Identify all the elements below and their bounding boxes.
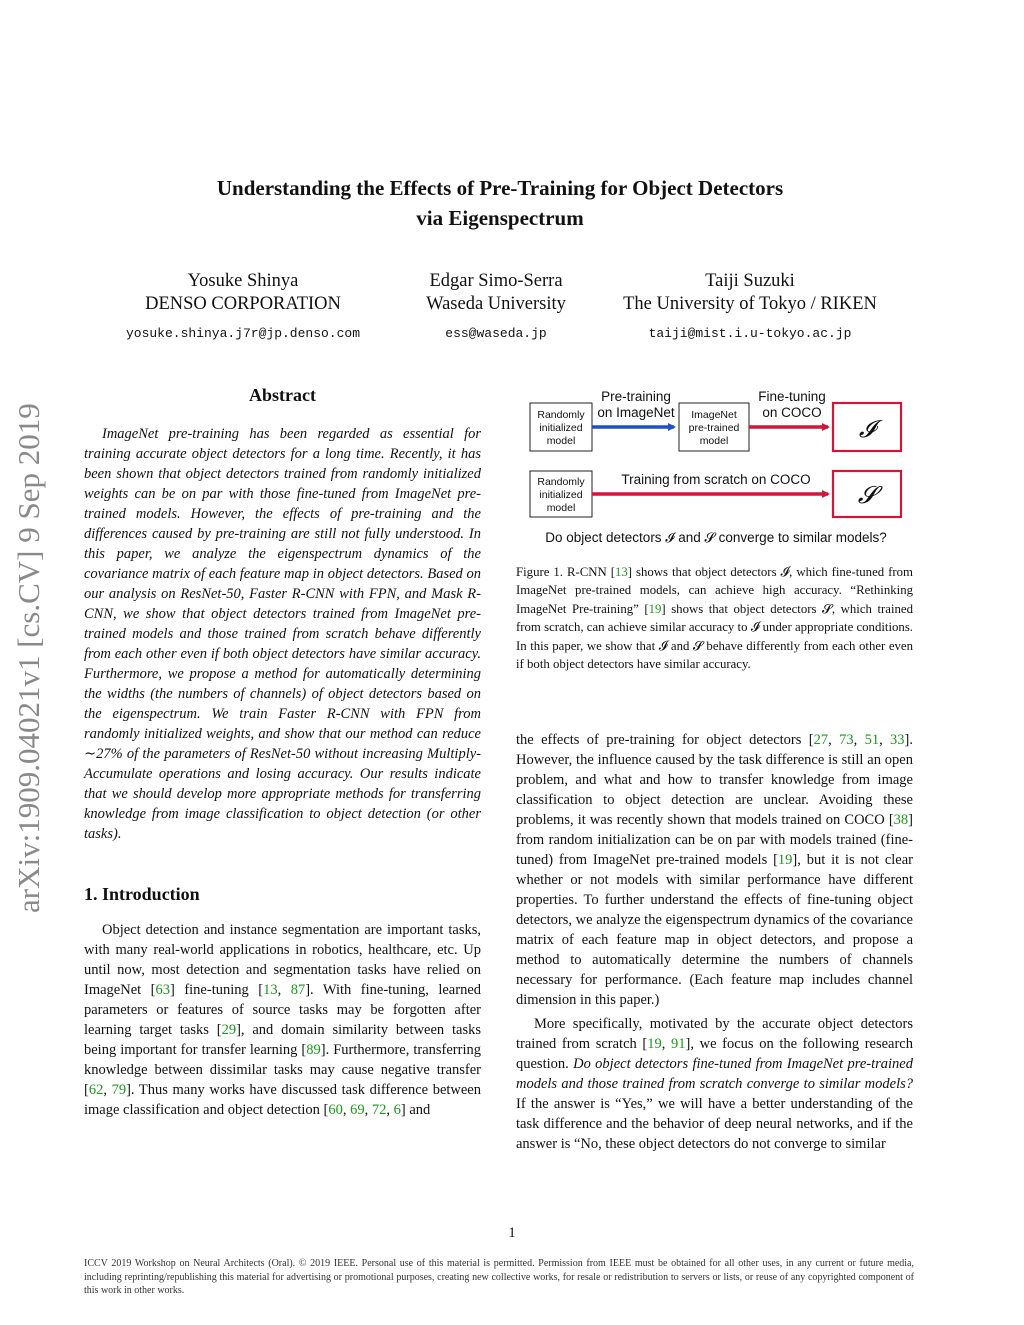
svg-text:model: model [546, 502, 576, 514]
figure-question: Do object detectors 𝓘 and 𝓢 converge to similar models? [545, 530, 887, 545]
citation-link[interactable]: 73 [839, 732, 854, 748]
citation-link[interactable]: 13 [263, 982, 278, 998]
title-line-1: Understanding the Effects of Pre-Training for Object Detectors [216, 176, 784, 200]
author-name: Yosuke Shinya [187, 271, 299, 291]
citation-link[interactable]: 60 [328, 1102, 343, 1118]
citation-link[interactable]: 27 [813, 732, 829, 748]
citation-link[interactable]: 19 [777, 852, 793, 868]
citation-link[interactable]: 62 [88, 1082, 104, 1098]
finetune-label: on COCO [762, 405, 822, 420]
svg-text:pre-trained: pre-trained [688, 422, 740, 434]
body-paragraph: More specifically, motivated by the accurate object detectors trained from scratch [19, 91], we focus on the following research question. Do object detectors fine-tuned from ImageNet pre-trained models and those trained from scratch converge to similar models? If the answer is “Yes,” we will have a better understanding of the task difference and the behavior of deep neural networks, and if the answer is “No, these object detectors do not converge to similar [516, 1016, 913, 1152]
arxiv-stamp: arXiv:1909.04021v1 [cs.CV] 9 Sep 2019 [11, 403, 46, 913]
author-block [400, 270, 592, 345]
author-block [608, 270, 892, 345]
author-name: Edgar Simo-Serra [429, 271, 563, 291]
author-email: taiji@mist.i.u-tokyo.ac.jp [648, 326, 852, 341]
detector-i-symbol: 𝓘 [858, 415, 876, 443]
intro-heading: 1. Introduction [84, 884, 200, 904]
pretrain-label: on ImageNet [597, 405, 675, 420]
citation-link[interactable]: 33 [890, 732, 905, 748]
abstract-text: ImageNet pre-training has been regarded as essential for training accurate object detectors for a long time. Recently, it has been shown that object detectors trained from randomly initialized weights can be on par with those fine-tuned from ImageNet pre-trained models. However, the effects of pre-training and the differences caused by pre-training are still not fully understood. In this paper, we analyze the eigenspectrum dynamics of the covariance matrix of each feature map in object detectors. Based on our analysis on ResNet-50, Faster R-CNN with FPN, and Mask R-CNN, we show that object detectors trained from ImageNet pre-trained models and those trained from scratch behave differently from each other even if both object detectors have similar accuracy. Furthermore, we propose a method for automatically determining the widths (the numbers of channels) of object detectors based on the eigenspectrum. We train Faster R-CNN with FPN from randomly initialized weights, and show that our method can reduce ∼27% of the parameters of ResNet-50 without increasing Multiply-Accumulate operations and losing accuracy. Our results indicate that we should develop more appropriate methods for transferring knowledge from image classification to object detection (or other tasks). [84, 426, 481, 842]
scratch-label: Training from scratch on COCO [621, 472, 811, 487]
detector-s-symbol: 𝓢 [857, 481, 877, 509]
author-email: yosuke.shinya.j7r@jp.denso.com [125, 326, 361, 341]
citation-link[interactable]: 63 [155, 982, 170, 998]
right-column [516, 730, 913, 1154]
author-block [103, 270, 383, 345]
title-line-2: via Eigenspectrum [416, 206, 584, 230]
svg-text:initialized: initialized [539, 422, 583, 434]
citation-link[interactable]: 72 [371, 1102, 387, 1118]
citation-link[interactable]: 51 [864, 732, 880, 748]
svg-text:initialized: initialized [539, 489, 583, 501]
author-email: ess@waseda.jp [445, 326, 547, 341]
finetune-label: Fine-tuning [758, 389, 826, 404]
citation-link[interactable]: 87 [290, 982, 306, 998]
author-name: Taiji Suzuki [705, 271, 795, 291]
svg-text:model: model [699, 435, 729, 447]
author-affiliation: The University of Tokyo / RIKEN [623, 294, 877, 314]
svg-text:Randomly: Randomly [537, 476, 585, 488]
figure-1-diagram [516, 385, 913, 555]
citation-link[interactable]: 79 [111, 1082, 127, 1098]
citation-link[interactable]: 13 [614, 565, 628, 579]
abstract-heading: Abstract [249, 385, 316, 405]
intro-paragraph: Object detection and instance segmentation are important tasks, with many real-world applications in robotics, healthcare, etc. Up until now, most detection and segmentation tasks have relied on ImageNet [63] fine-tuning [13, 87]. With fine-tuning, learned parameters or features of source tasks may be forgotten after learning target tasks [29], and domain similarity between tasks being important for transfer learning [89]. Furthermore, transferring knowledge between dissimilar tasks may cause negative transfer [62, 79]. Thus many works have discussed task difference between image classification and object detection [60, 69, 72, 6] and [84, 922, 482, 1118]
author-affiliation: Waseda University [426, 294, 566, 314]
svg-text:model: model [546, 435, 576, 447]
citation-link[interactable]: 91 [671, 1036, 686, 1052]
figure-caption: Figure 1. R-CNN [13] shows that object detectors 𝓘, which fine-tuned from ImageNet pre-trained models, can achieve high accuracy. “Rethinking ImageNet Pre-training” [19] shows that object detectors 𝓢, which trained from scratch, can achieve similar accuracy to 𝓘 under appropriate conditions. In this paper, we show that 𝓘 and 𝓢 behave differently from each other even if both object detectors have similar accuracy. [516, 565, 913, 672]
pretrain-label: Pre-training [601, 389, 671, 404]
page-number: 1 [508, 1225, 516, 1241]
research-question: Do object detectors fine-tuned from ImageNet pre-trained models and those trained from scratch converge to similar models? [516, 1056, 913, 1092]
citation-link[interactable]: 89 [306, 1042, 321, 1058]
svg-text:ImageNet: ImageNet [691, 409, 737, 421]
copyright-footer: ICCV 2019 Workshop on Neural Architects (Oral). © 2019 IEEE. Personal use of this material is permitted. Permission from IEEE must be obtained for all other uses, in any current or future media, including reprinting/republishing this material for advertising or promotional purposes, creating new collective works, for resale or redistribution to servers or lists, or reuse of any copyrighted component of this work in other works. [84, 1258, 914, 1296]
citation-link[interactable]: 19 [647, 1036, 662, 1052]
citation-link[interactable]: 19 [648, 601, 662, 616]
body-paragraph: the effects of pre-training for object detectors [27, 73, 51, 33]. However, the influence caused by the task difference is still an open problem, and what and how to transfer knowledge from image classification to object detection are unclear. Avoiding these problems, it was recently shown that models trained on COCO [38] from random initialization can be on par with models trained (fine-tuned) from ImageNet pre-trained models [19], but it is not clear whether or not models with similar performance have different properties. To further understand the effects of fine-tuning object detectors, we analyze the eigenspectrum dynamics of the covariance matrix of each feature map in object detectors, and propose a method to automatically determine the numbers of channels necessary for performance. (Each feature map includes channel dimension in this paper.) [516, 732, 914, 1008]
author-affiliation: DENSO CORPORATION [145, 294, 341, 314]
citation-link[interactable]: 29 [221, 1022, 237, 1038]
left-column [84, 385, 481, 1120]
citation-link[interactable]: 38 [893, 812, 909, 828]
citation-link[interactable]: 6 [393, 1102, 401, 1118]
paper-title [120, 173, 880, 233]
citation-link[interactable]: 69 [350, 1102, 365, 1118]
svg-text:Randomly: Randomly [537, 409, 585, 421]
